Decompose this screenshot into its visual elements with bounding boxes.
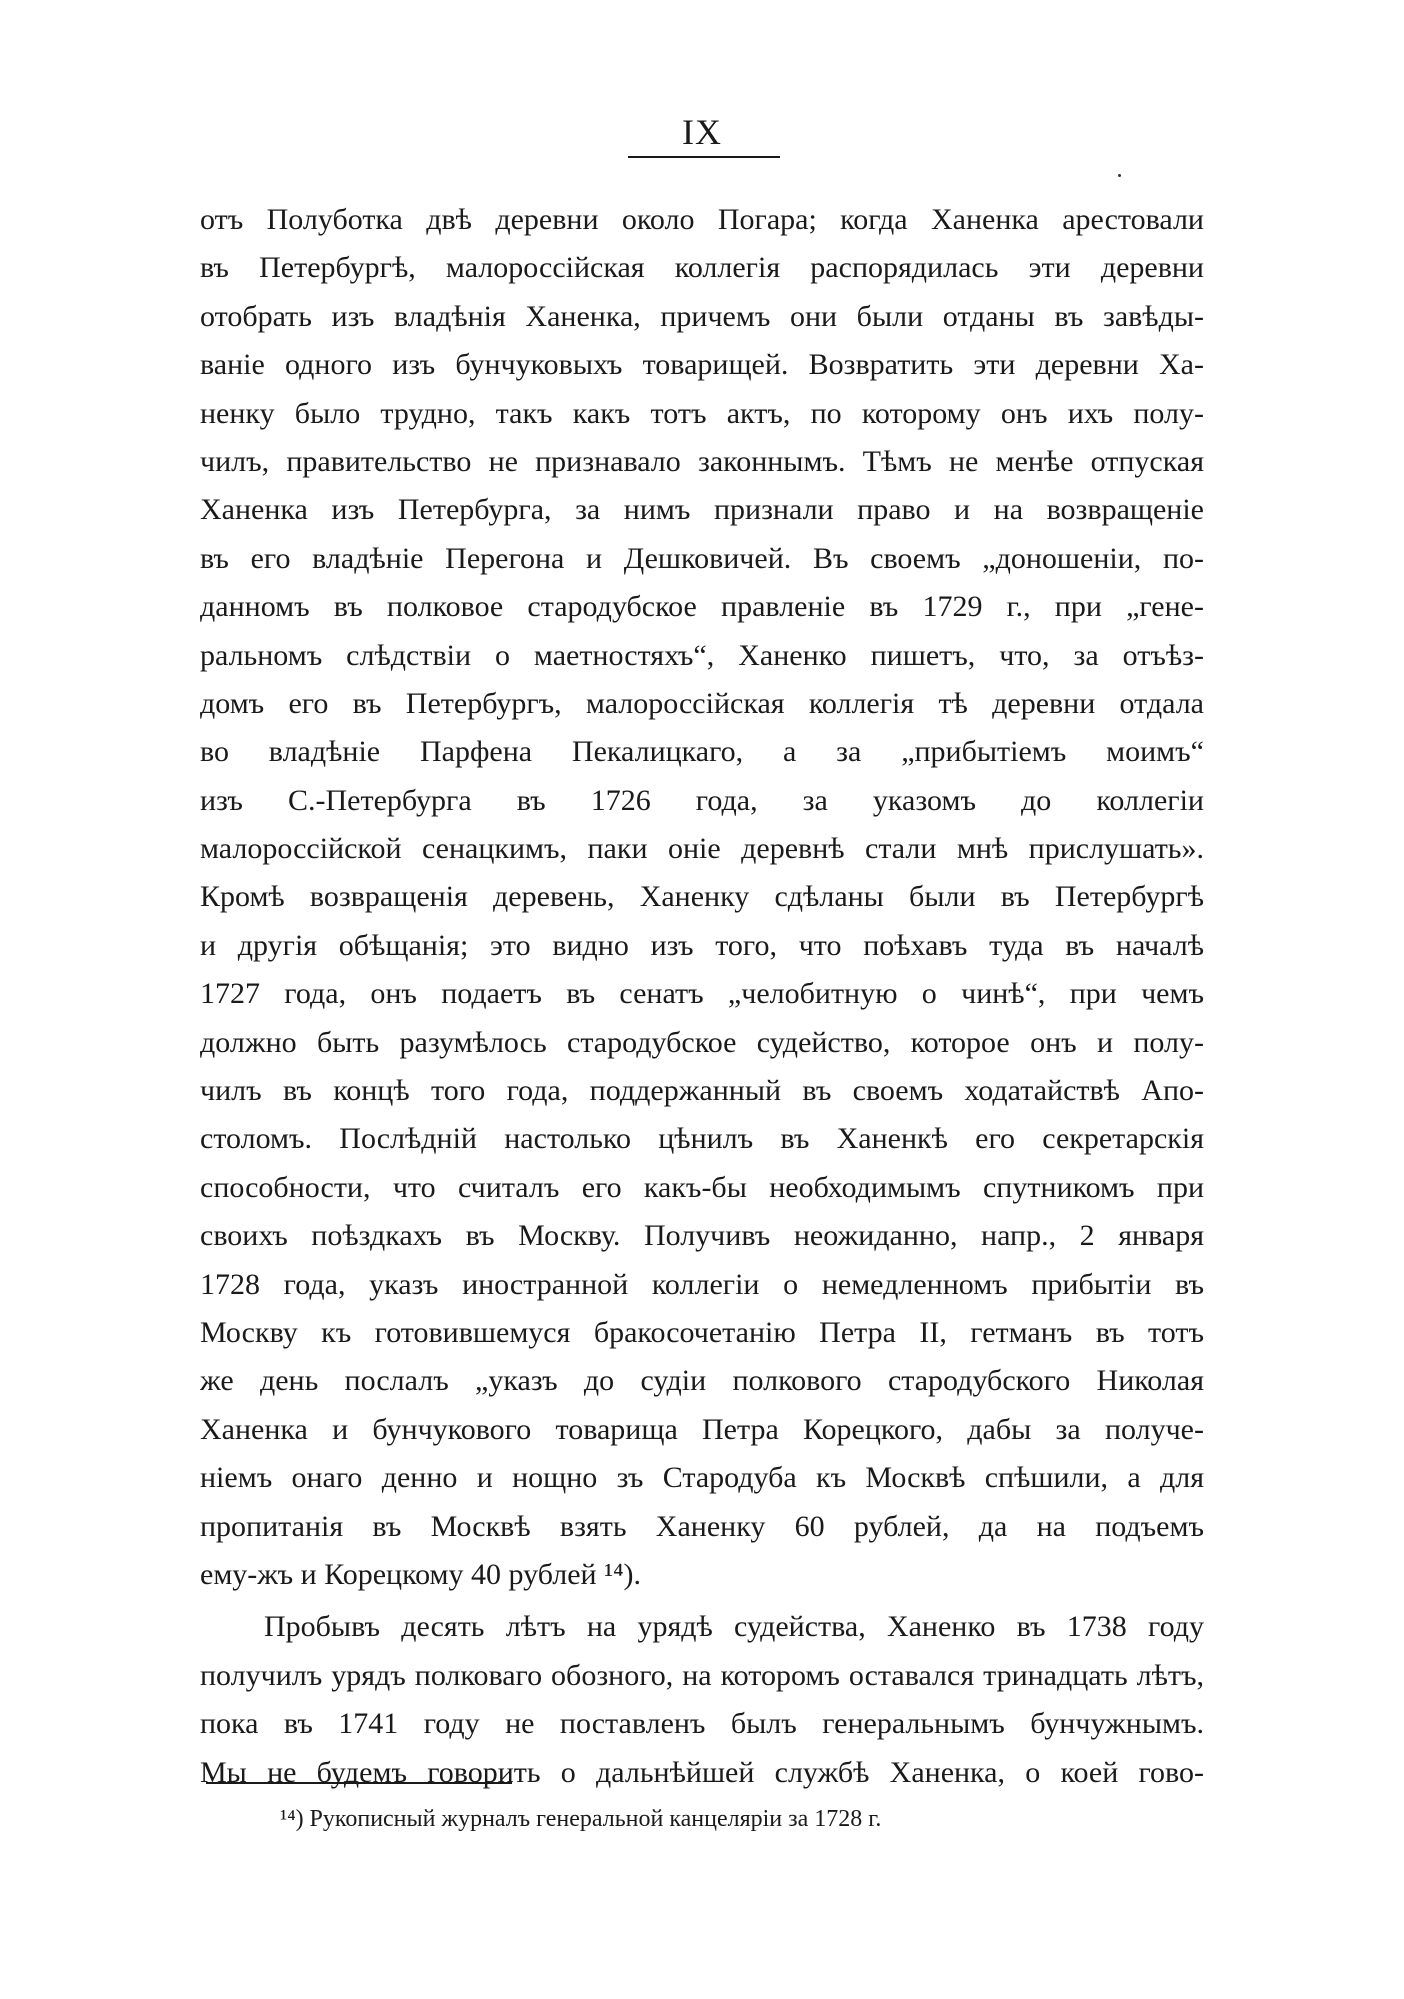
text-line: отобрать изъ владѣнія Ханенка, причемъ они были отданы въ завѣды- (200, 299, 1204, 333)
text-line: столомъ. Послѣдній настолько цѣнилъ въ Ханенкѣ его секретарскія (200, 1122, 1204, 1156)
text-line: чилъ въ концѣ того года, поддержанный въ своемъ ходатайствѣ Апо- (200, 1074, 1204, 1108)
body-text (200, 196, 1204, 1797)
text-line: и другія обѣщанія; это видно изъ того, что поѣхавъ туда въ началѣ (200, 928, 1204, 962)
header-rule (628, 156, 780, 158)
text-line: ненку было трудно, такъ какъ тотъ актъ, по которому онъ ихъ полу- (200, 396, 1204, 430)
text-line: чилъ, правительство не признавало законнымъ. Тѣмъ не менѣе отпуская (200, 444, 1204, 478)
print-speck (1118, 174, 1121, 177)
footnote-rule (206, 1782, 512, 1784)
text-line: Ханенка изъ Петербурга, за нимъ признали право и на возвращеніе (200, 493, 1204, 527)
text-line: Ханенка и бунчукового товарища Петра Корецкого, дабы за получе- (200, 1412, 1204, 1446)
text-line: ему-жъ и Корецкому 40 рублей ¹⁴). (200, 1557, 642, 1591)
text-line: же день послалъ „указъ до судіи полкового стародубского Николая (200, 1364, 1204, 1398)
text-line: Кромѣ возвращенія деревень, Ханенку сдѣланы были въ Петербургѣ (200, 880, 1204, 914)
text-line: домъ его въ Петербургъ, малороссійская коллегія тѣ деревни отдала (200, 686, 1204, 720)
text-line: должно быть разумѣлось стародубское судейство, которое онъ и полу- (200, 1025, 1204, 1059)
text-line: 1728 года, указъ иностранной коллегіи о немедленномъ прибытіи въ (200, 1267, 1204, 1301)
text-line: 1727 года, онъ подаетъ въ сенатъ „челобитную о чинѣ“, при чемъ (200, 977, 1204, 1011)
page-header (0, 112, 1404, 152)
text-line: ваніе одного изъ бунчуковыхъ товарищей. Возвратить эти деревни Ха- (200, 348, 1204, 382)
text-line: отъ Полуботка двѣ деревни около Погара; когда Ханенка арестовали (200, 203, 1204, 236)
text-line: ральномъ слѣдствіи о маетностяхъ“, Ханенко пишетъ, что, за отъѣз- (200, 638, 1204, 672)
text-line: Москву къ готовившемуся бракосочетанію Петра II, гетманъ въ тотъ (200, 1315, 1204, 1349)
text-line: получилъ урядъ полковаго обозного, на которомъ оставался тринадцать лѣтъ, (200, 1658, 1204, 1692)
text-line: способности, что считалъ его какъ-бы необходимымъ спутникомъ при (200, 1170, 1204, 1204)
text-line: Пробывъ десять лѣтъ на урядѣ судейства, Ханенко въ 1738 году (264, 1610, 1204, 1644)
text-line: своихъ поѣздкахъ въ Москву. Получивъ неожиданно, напр., 2 января (200, 1219, 1204, 1253)
text-line: ніемъ онаго денно и нощно зъ Стародуба къ Москвѣ спѣшили, а для (200, 1461, 1204, 1495)
text-line: въ его владѣніе Перегона и Дешковичей. Въ своемъ „доношеніи, по- (200, 541, 1204, 575)
text-line: пропитанія въ Москвѣ взять Ханенку 60 рублей, да на подъемъ (200, 1509, 1204, 1543)
text-line: во владѣніе Парфена Пекалицкаго, а за „прибытіемъ моимъ“ (200, 735, 1204, 769)
page-number: IX (682, 112, 722, 152)
text-line: данномъ въ полковое стародубское правленіе въ 1729 г., при „гене- (200, 590, 1204, 624)
footnote: ¹⁴) Рукописный журналъ генеральной канцеляріи за 1728 г. (280, 1806, 882, 1832)
text-line: малороссійской сенацкимъ, паки оніе деревнѣ стали мнѣ прислушать». (200, 832, 1204, 866)
text-line: Мы не будемъ говорить о дальнѣйшей службѣ Ханенка, о коей гово- (200, 1755, 1204, 1789)
text-line: въ Петербургѣ, малороссійская коллегія распорядилась эти деревни (200, 251, 1204, 285)
text-line: пока въ 1741 году не поставленъ былъ генеральнымъ бунчужнымъ. (200, 1707, 1204, 1741)
text-line: изъ С.-Петербурга въ 1726 года, за указомъ до коллегіи (200, 783, 1204, 817)
